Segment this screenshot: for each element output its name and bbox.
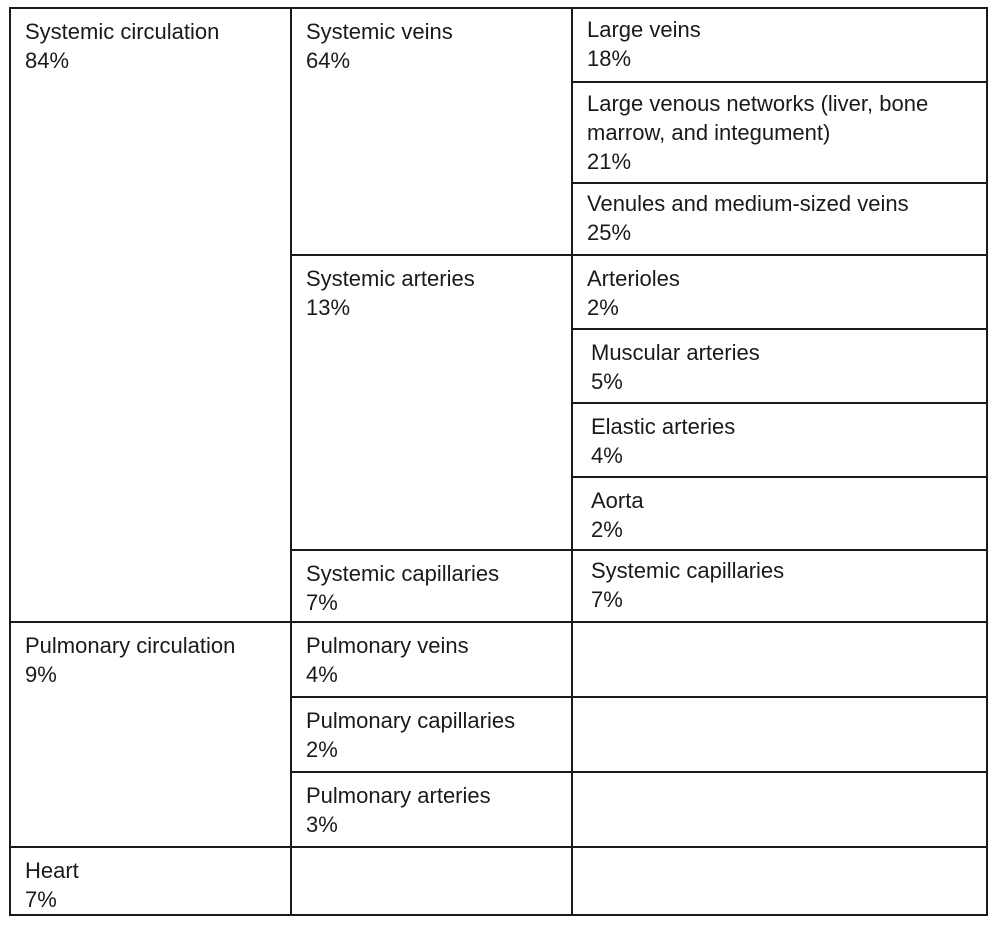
cell-muscular-arteries [573,328,986,402]
cell-label: Large venous networks (liver, bone marrow, and integument) [587,91,929,145]
cell-elastic-arteries [573,402,986,476]
cell-large-veins [573,9,986,81]
cell-pulmonary-circulation [11,621,290,846]
cell-percentage: 25% [587,220,632,245]
cell-pulmonary-capillaries [292,696,573,771]
cell-label: Systemic veins [306,19,453,44]
cell-heart [11,846,290,914]
cell-venules-medium-veins [573,182,986,254]
cell-label: Muscular arteries [591,340,760,365]
blood-volume-distribution-table [9,7,988,916]
cell-label: Heart [25,858,79,883]
cell-empty [573,771,986,846]
cell-percentage: 4% [306,662,338,687]
column-circulation [11,9,290,914]
cell-systemic-arteries [292,254,573,549]
cell-label: Large veins [587,17,701,42]
cell-percentage: 18% [587,46,632,71]
cell-empty [292,846,573,914]
cell-percentage: 21% [587,149,632,174]
cell-aorta [573,476,986,549]
cell-label: Systemic circulation [25,19,220,44]
column-vessel-type [571,9,986,914]
cell-percentage: 64% [306,48,351,73]
cell-pulmonary-arteries [292,771,573,846]
cell-label: Systemic capillaries [306,561,500,586]
cell-systemic-capillaries [292,549,573,621]
cell-systemic-capillaries-detail [573,549,986,621]
cell-percentage: 13% [306,295,351,320]
cell-percentage: 7% [591,587,623,612]
cell-label: Arterioles [587,266,680,291]
cell-percentage: 7% [306,590,338,615]
cell-label: Pulmonary veins [306,633,469,658]
cell-percentage: 4% [591,443,623,468]
cell-label: Pulmonary capillaries [306,708,516,733]
cell-label: Systemic arteries [306,266,475,291]
cell-systemic-circulation [11,9,290,621]
cell-label: Pulmonary arteries [306,783,491,808]
cell-label: Elastic arteries [591,414,736,439]
cell-percentage: 7% [25,887,57,912]
cell-empty [573,621,986,696]
cell-systemic-veins [292,9,573,254]
cell-percentage: 3% [306,812,338,837]
column-vessel-group [290,9,573,914]
cell-percentage: 2% [306,737,338,762]
cell-empty [573,846,986,914]
cell-label: Pulmonary circulation [25,633,236,658]
cell-percentage: 9% [25,662,57,687]
cell-arterioles [573,254,986,328]
cell-label: Systemic capillaries [591,558,785,583]
cell-pulmonary-veins [292,621,573,696]
cell-label: Venules and medium-sized veins [587,191,909,216]
cell-empty [573,696,986,771]
cell-percentage: 5% [591,369,623,394]
cell-percentage: 84% [25,48,70,73]
cell-large-venous-networks [573,81,986,182]
cell-percentage: 2% [587,295,619,320]
cell-label: Aorta [591,488,644,513]
cell-percentage: 2% [591,517,623,542]
